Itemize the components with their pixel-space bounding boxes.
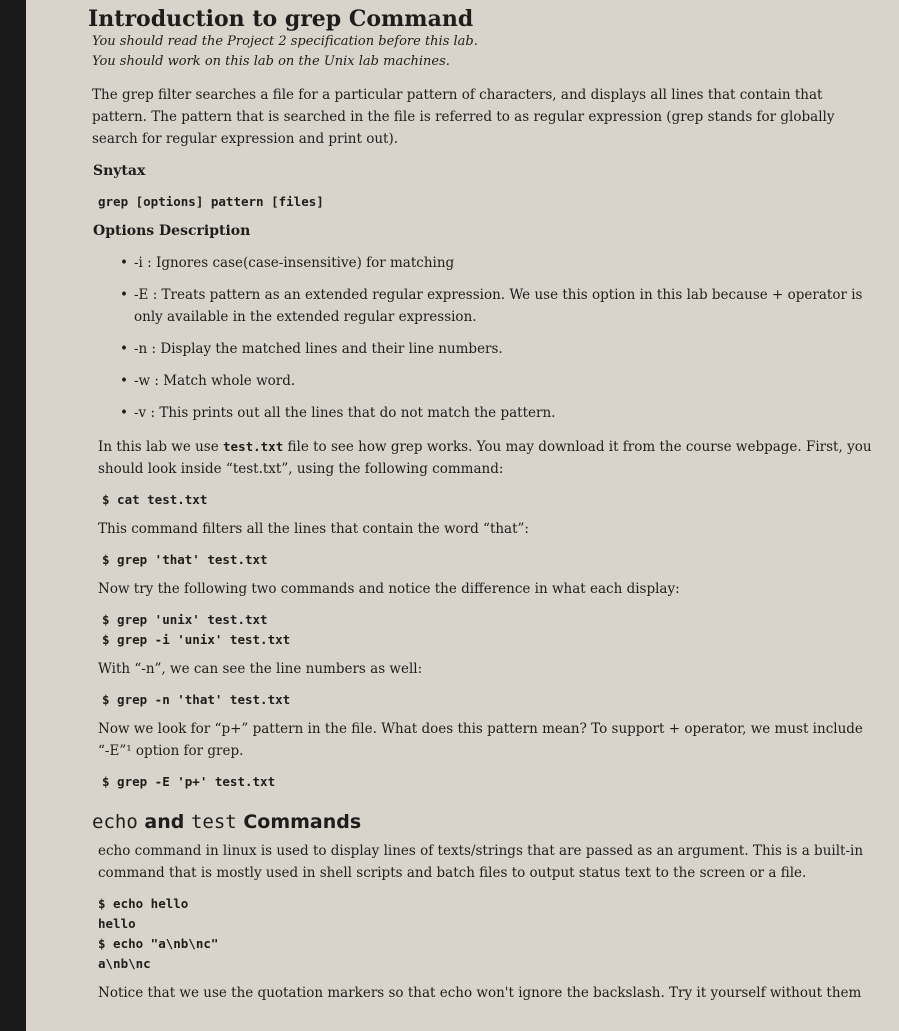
command-grep-unix: $ grep 'unix' test.txt — [102, 612, 268, 627]
option-text: -E : Treats pattern as an extended regular expression. We use this option in this lab because + operator is only available in the extended regular expression. — [134, 287, 863, 325]
lab-paragraph-4: With “-n”, we can see the line numbers as well: — [98, 661, 423, 677]
options-list — [88, 252, 877, 424]
inline-code: test.txt — [223, 439, 284, 454]
list-item — [120, 252, 877, 274]
intro-paragraph: The grep filter searches a file for a particular pattern of characters, and displays all lines that contain that pattern. The pattern that is searched in the file is referred to as regular expression (grep stands for globally search for regular expression and print out). — [92, 87, 835, 147]
option-text: -i : Ignores case(case-insensitive) for matching — [134, 255, 455, 271]
echo-paragraph-2: Notice that we use the quotation markers so that echo won't ignore the backslash. Try it yourself without them — [98, 985, 862, 1001]
lab-paragraph-1 — [98, 436, 877, 480]
option-text: -n : Display the matched lines and their line numbers. — [134, 341, 503, 357]
bullet-icon: • — [120, 287, 128, 303]
list-item — [120, 370, 877, 392]
document-page — [26, 0, 899, 1031]
heading-part: and — [137, 811, 191, 833]
list-item — [120, 338, 877, 360]
text-span: file to see how grep works. You may download it from the course webpage. First, you should look inside “test.txt”, using the following command: — [98, 439, 872, 477]
command-cat: $ cat test.txt — [102, 492, 208, 507]
list-item — [120, 284, 877, 328]
command-grep-E: $ grep -E 'p+' test.txt — [102, 774, 276, 789]
option-text: -w : Match whole word. — [134, 373, 296, 389]
lab-paragraph-5: Now we look for “p+” pattern in the file. What does this pattern mean? To support + operator, we must include “-E”¹ option for grep. — [98, 721, 863, 759]
bullet-icon: • — [120, 341, 128, 357]
text-span: In this lab we use — [98, 439, 224, 455]
echo-code-line: a\nb\nc — [98, 956, 151, 971]
page-title: Introduction to grep Command — [88, 6, 474, 32]
heading-part: Commands — [236, 811, 362, 833]
command-grep-that: $ grep 'that' test.txt — [102, 552, 268, 567]
bullet-icon: • — [120, 255, 128, 271]
echo-code-line: $ echo "a\nb\nc" — [98, 936, 219, 951]
subtitle-line-2: You should work on this lab on the Unix lab machines. — [92, 54, 450, 69]
lab-paragraph-3: Now try the following two commands and notice the difference in what each display: — [98, 581, 680, 597]
heading-part: test — [190, 811, 237, 833]
echo-paragraph-1: echo command in linux is used to display lines of texts/strings that are passed as an argument. This is a built-in command that is mostly used in shell scripts and batch files to output status text to the screen or a file. — [98, 843, 864, 881]
syntax-heading: Snytax — [93, 163, 146, 179]
syntax-code: grep [options] pattern [files] — [98, 194, 324, 209]
bullet-icon: • — [120, 373, 128, 389]
echo-code-line: $ echo hello — [98, 896, 189, 911]
lab-paragraph-2: This command filters all the lines that contain the word “that”: — [98, 521, 529, 537]
bullet-icon: • — [120, 405, 128, 421]
options-heading: Options Description — [93, 223, 251, 239]
monitor-bezel — [0, 0, 26, 1031]
command-grep-i-unix: $ grep -i 'unix' test.txt — [102, 632, 291, 647]
option-text: -v : This prints out all the lines that do not match the pattern. — [134, 405, 556, 421]
lab-section — [88, 436, 877, 792]
command-grep-n: $ grep -n 'that' test.txt — [102, 692, 291, 707]
list-item — [120, 402, 877, 424]
echo-code-line: hello — [98, 916, 136, 931]
heading-part: echo — [92, 811, 138, 833]
echo-section — [88, 840, 877, 1004]
subtitle-line-1: You should read the Project 2 specification before this lab. — [92, 34, 478, 49]
section-heading-echo-test — [92, 810, 877, 834]
